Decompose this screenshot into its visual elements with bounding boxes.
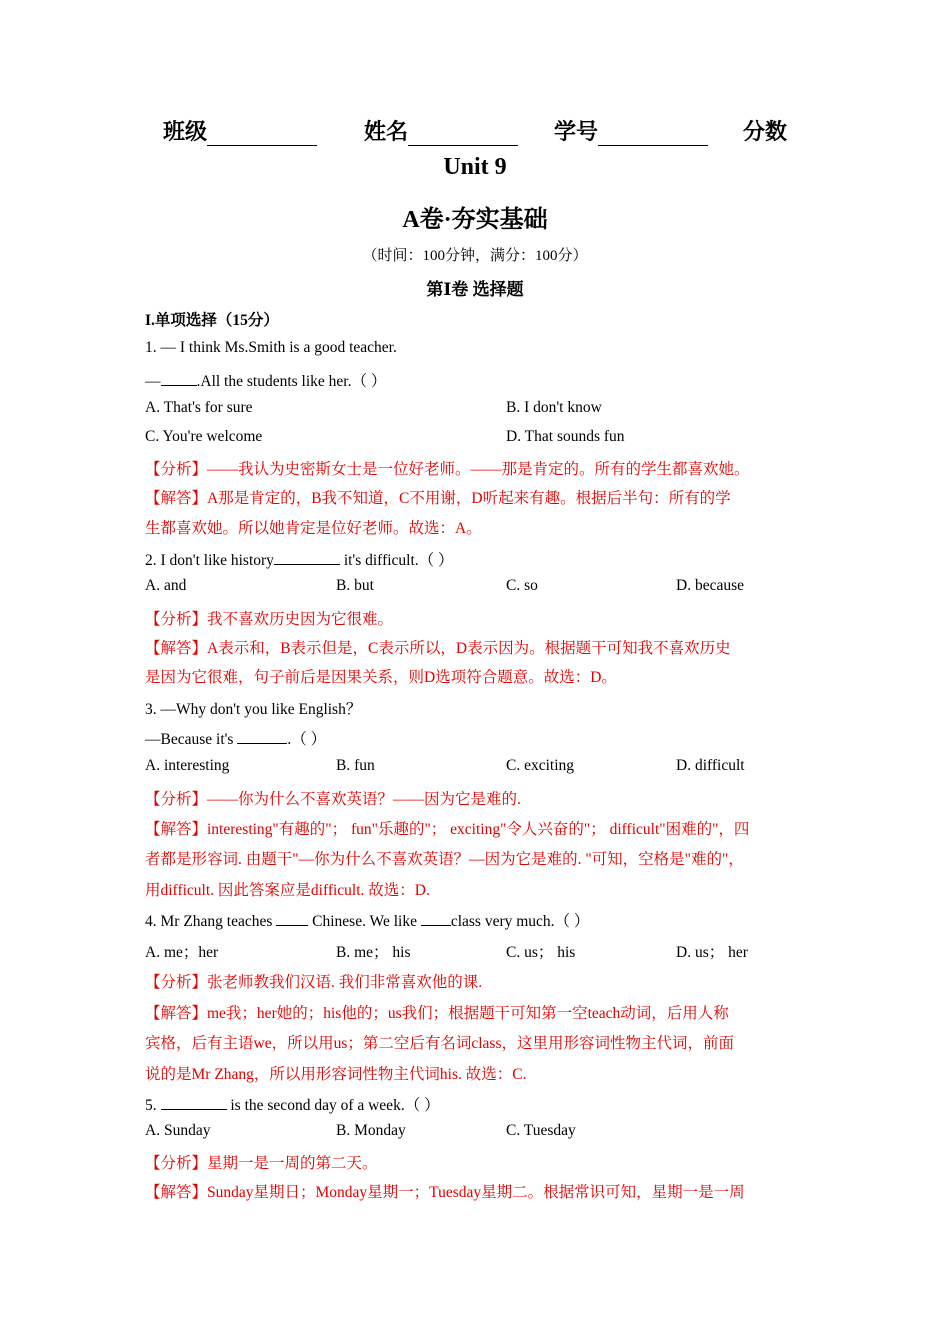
- part-title: 第Ⅰ卷 选择题: [426, 280, 524, 299]
- stem-text: 4. Mr Zhang teaches: [145, 913, 277, 930]
- analysis-3: 【分析】——你为什么不喜欢英语？——因为它是难的.: [145, 791, 521, 808]
- option-d[interactable]: D. us； her: [676, 944, 748, 961]
- analysis-4: 【分析】张老师教我们汉语. 我们非常喜欢他的课.: [145, 974, 483, 991]
- paper-subtitle: A卷·夯实基础: [402, 207, 548, 233]
- score-field: [743, 115, 787, 146]
- answer-3-line-1: 【解答】interesting"有趣的"； fun"乐趣的"； exciting"令人兴奋的"； difficult"困难的"，四: [145, 821, 750, 838]
- answer-3-line-2: 者都是形容词. 由题干"—你为什么不喜欢英语？—因为它是难的. "可知，空格是"难的"，: [145, 851, 744, 868]
- option-a[interactable]: A. and: [145, 577, 187, 594]
- question-5-stem: [145, 1093, 440, 1115]
- option-c[interactable]: C. Tuesday: [506, 1122, 576, 1139]
- answer-blank[interactable]: [421, 911, 451, 926]
- option-d[interactable]: D. That sounds fun: [506, 428, 625, 445]
- reply-text: —Because it's: [145, 731, 238, 748]
- option-b[interactable]: B. but: [336, 577, 374, 594]
- name-field: [364, 115, 518, 146]
- answer-blank[interactable]: [276, 911, 308, 926]
- option-b[interactable]: B. fun: [336, 757, 375, 774]
- option-a[interactable]: A. interesting: [145, 757, 230, 774]
- reply-dash: —: [145, 373, 161, 390]
- reply-text: .All the students like her.（ ）: [196, 373, 387, 390]
- option-c[interactable]: C. so: [506, 577, 538, 594]
- answer-2-line-2: 是因为它很难，句子前后是因果关系，则D选项符合题意。故选：D。: [145, 669, 617, 686]
- stem-text: class very much.（ ）: [450, 913, 590, 930]
- option-c[interactable]: C. You're welcome: [145, 428, 263, 445]
- answer-3-line-3: 用difficult. 因此答案应是difficult. 故选：D.: [145, 882, 430, 899]
- stem-text: it's difficult.（ ）: [339, 552, 454, 569]
- stem-text: 2. I don't like history: [145, 552, 274, 569]
- time-info: （时间：100分钟，满分：100分）: [362, 248, 588, 264]
- option-b[interactable]: B. I don't know: [506, 399, 602, 416]
- option-b[interactable]: B. me； his: [336, 944, 411, 961]
- reply-text: .（ ）: [287, 731, 327, 748]
- answer-1-line-1: 【解答】A那是肯定的，B我不知道，C不用谢，D听起来有趣。根据后半句：所有的学: [145, 490, 731, 507]
- option-a[interactable]: A. me；her: [145, 944, 219, 961]
- section-title: I.单项选择（15分）: [145, 312, 279, 329]
- option-a[interactable]: A. That's for sure: [145, 399, 253, 416]
- id-blank[interactable]: [598, 123, 708, 146]
- score-label: 分数: [743, 119, 788, 144]
- name-blank[interactable]: [408, 123, 518, 146]
- unit-title: Unit 9: [443, 154, 507, 180]
- answer-4-line-1: 【解答】me我；her她的；his他的；us我们；根据题干可知第一空teach动词，后用人称: [145, 1005, 729, 1022]
- option-d[interactable]: D. because: [676, 577, 744, 594]
- answer-4-line-2: 宾格，后有主语we，所以用us；第二空后有名词class，这里用形容词性物主代词，前面: [145, 1035, 734, 1052]
- class-field: [163, 115, 317, 146]
- class-blank[interactable]: [207, 123, 317, 146]
- option-b[interactable]: B. Monday: [336, 1122, 406, 1139]
- answer-blank[interactable]: [237, 729, 287, 744]
- analysis-5: 【分析】星期一是一周的第二天。: [145, 1155, 378, 1172]
- option-c[interactable]: C. exciting: [506, 757, 575, 774]
- option-a[interactable]: A. Sunday: [145, 1122, 211, 1139]
- answer-blank[interactable]: [161, 371, 197, 386]
- question-2-stem: [145, 548, 454, 570]
- question-3-reply: [145, 727, 326, 749]
- analysis-2: 【分析】我不喜欢历史因为它很难。: [145, 611, 394, 628]
- id-label: 学号: [554, 119, 599, 144]
- answer-1-line-2: 生都喜欢她。所以她肯定是位好老师。故选：A。: [145, 520, 482, 537]
- answer-blank[interactable]: [274, 550, 340, 565]
- option-d[interactable]: D. difficult: [676, 757, 745, 774]
- question-1-stem: 1. — I think Ms.Smith is a good teacher.: [145, 339, 397, 356]
- question-3-stem: 3. —Why don't you like English？: [145, 701, 362, 718]
- stem-text: is the second day of a week.（ ）: [226, 1097, 440, 1114]
- analysis-1: 【分析】——我认为史密斯女士是一位好老师。——那是肯定的。所有的学生都喜欢她。: [145, 461, 750, 478]
- question-1-reply: [145, 369, 386, 391]
- id-field: [554, 115, 708, 146]
- stem-text: Chinese. We like: [308, 913, 421, 930]
- answer-blank[interactable]: [161, 1095, 227, 1110]
- name-label: 姓名: [364, 119, 409, 144]
- stem-text: 5.: [145, 1097, 161, 1114]
- option-c[interactable]: C. us； his: [506, 944, 576, 961]
- question-4-stem: [145, 909, 589, 931]
- answer-5-line-1: 【解答】Sunday星期日；Monday星期一；Tuesday星期二。根据常识可知，星期一是一周: [145, 1184, 745, 1201]
- answer-2-line-1: 【解答】A表示和，B表示但是，C表示所以，D表示因为。根据题干可知我不喜欢历史: [145, 640, 731, 657]
- answer-4-line-3: 说的是Mr Zhang，所以用形容词性物主代词his. 故选：C.: [145, 1066, 527, 1083]
- class-label: 班级: [163, 119, 208, 144]
